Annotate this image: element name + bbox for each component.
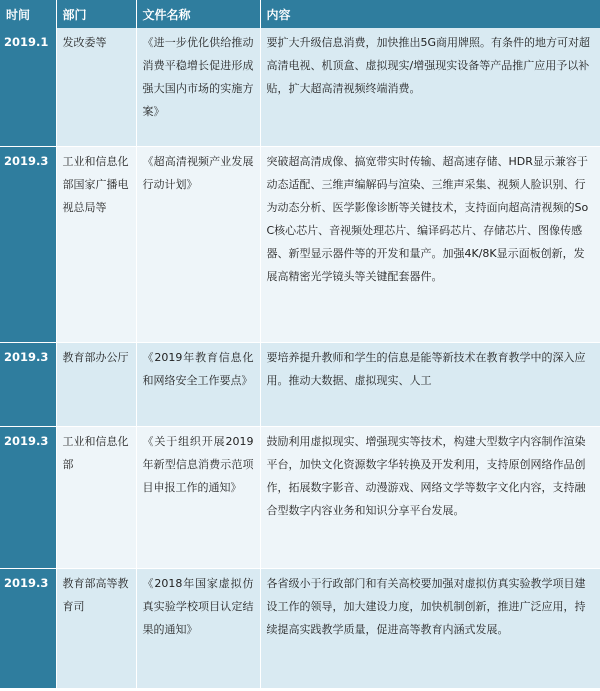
doc-cell: 《2018年国家虚拟仿真实验学校项目认定结果的通知》 (136, 568, 260, 688)
header-dept: 部门 (56, 0, 136, 28)
time-cell: 2019.3 (0, 568, 56, 688)
time-cell: 2019.3 (0, 146, 56, 342)
doc-cell: 《关于组织开展2019年新型信息消费示范项目申报工作的通知》 (136, 426, 260, 568)
content-cell: 各省级小于行政部门和有关高校要加强对虚拟仿真实验教学项目建设工作的领导，加大建设力度，加快机制创新，推进广泛应用，持续提高实践教学质量，促进高等教育内涵式发展。 (260, 568, 600, 688)
header-doc: 文件名称 (136, 0, 260, 28)
header-content: 内容 (260, 0, 600, 28)
header-row (0, 0, 600, 28)
content-cell: 突破超高清成像、搞宽带实时传输、超高速存储、HDR显示兼容于动态适配、三维声编解码与渲染、三维声采集、视频人脸识别、行为动态分析、医学影像诊断等关键技术，支持面向超高清视频的SoC核心芯片、音视频处理芯片、编译码芯片、存储芯片、图像传感器、新型显示器件等的开发和量产。加强4K/8K显示面板创新，发展高精密光学镜头等关键配套器件。 (260, 146, 600, 342)
content-cell: 鼓励利用虚拟现实、增强现实等技术，构建大型数字内容制作渲染平台，加快文化资源数字华转换及开发利用，支持原创网络作品创作，拓展数字影音、动漫游戏、网络文学等数字文化内容，支持融合型数字内容业务和知识分享平台发展。 (260, 426, 600, 568)
doc-cell: 《2019年教育信息化和网络安全工作要点》 (136, 342, 260, 426)
header-time: 时间 (0, 0, 56, 28)
content-cell: 要培养提升教师和学生的信息是能等新技术在教育教学中的深入应用。推动大数据、虚拟现实、人工 (260, 342, 600, 426)
dept-cell: 发改委等 (56, 28, 136, 146)
table-row (0, 568, 600, 688)
dept-cell: 教育部办公厅 (56, 342, 136, 426)
table-row (0, 426, 600, 568)
table-row (0, 146, 600, 342)
dept-cell: 教育部高等教育司 (56, 568, 136, 688)
doc-cell: 《超高清视频产业发展行动计划》 (136, 146, 260, 342)
time-cell: 2019.3 (0, 342, 56, 426)
time-cell: 2019.1 (0, 28, 56, 146)
doc-cell: 《进一步优化供给推动消费平稳增长促进形成强大国内市场的实施方案》 (136, 28, 260, 146)
table-row (0, 342, 600, 426)
dept-cell: 工业和信息化部 (56, 426, 136, 568)
table-row (0, 28, 600, 146)
dept-cell: 工业和信息化部国家广播电视总局等 (56, 146, 136, 342)
time-cell: 2019.3 (0, 426, 56, 568)
content-cell: 要扩大升级信息消费，加快推出5G商用牌照。有条件的地方可对超高清电视、机顶盒、虚拟现实/增强现实设备等产品推广应用予以补贴，扩大超高清视频终端消费。 (260, 28, 600, 146)
